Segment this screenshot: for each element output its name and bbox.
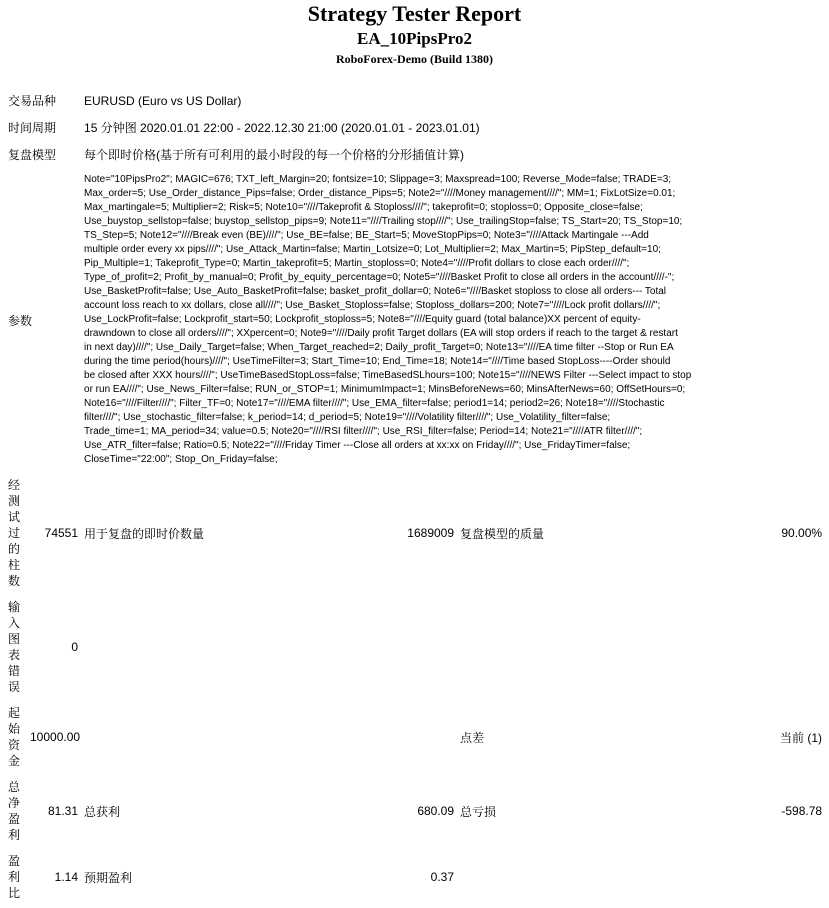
profit-factor-value: 1.14 <box>54 870 79 884</box>
row-parameters <box>5 170 825 470</box>
spread-label: 点差 <box>460 730 485 745</box>
net-profit-value: 81.31 <box>47 804 79 818</box>
report-table <box>5 85 825 908</box>
expected-payoff-value: 0.37 <box>430 870 455 884</box>
symbol-value: EURUSD (Euro vs US Dollar) <box>84 93 242 108</box>
gross-profit-label: 总获利 <box>84 804 121 819</box>
gross-loss-value: -598.78 <box>781 804 823 818</box>
symbol-label: 交易品种 <box>8 94 57 108</box>
model-value: 每个即时价格(基于所有可利用的最小时段的每一个价格的分形插值计算) <box>84 148 465 162</box>
model-label: 复盘模型 <box>8 148 57 162</box>
mismatched-value: 0 <box>71 640 79 654</box>
gross-loss-label: 总亏损 <box>460 804 497 819</box>
parameters-label: 参数 <box>8 313 33 328</box>
report-header <box>0 0 829 64</box>
period-label: 时间周期 <box>8 121 57 135</box>
row-mismatched-errors <box>5 596 825 698</box>
ea-name: EA_10PipsPro2 <box>357 29 472 48</box>
deposit-value: 10000.00 <box>30 730 81 744</box>
row-initial-deposit <box>5 702 825 772</box>
period-value: 15 分钟图 2020.01.01 22:00 - 2022.12.30 21:00 (2020.01.01 - 2023.01.01) <box>84 121 480 135</box>
quality-label: 复盘模型的质量 <box>460 526 545 541</box>
deposit-label: 起 始 资 金 <box>8 706 21 768</box>
row-model <box>5 143 825 166</box>
parameters-text: Note="10PipsPro2"; MAGIC=676; TXT_left_Margin=20; fontsize=10; Slippage=3; Maxspread=100; Reverse_Mode=false; TRADE=3; Max_order=5; Use_Order_distance_Pips=false; Order_distance_Pips=5; Note2="////Money management////"; MM=1; FixLotSize=0.01; Max_martingale=5; Multiplier=2; Risk=5; Note10="////Takeprofit & Stoploss////"; takeprofit=0; stoploss=0; Opposite_close=false; Use_buystop_sellstop=false; buystop_sellstop_pips=9; Note11="////Trailing stop////"; Use_trailingStop=false; TS_Start=20; TS_Stop=10; TS_Step=5; Note12="////Break even (BE)////"; Use_BE=false; BE_Start=5; MoveStopPips=0; Note3="////Attack Martingale ---Add multiple order every xx pips////"; Use_Attack_Martin=false; Martin_Lotsize=0; Lot_Multiplier=2; Max_Martin=5; PipStep_default=10; Pip_Multiple=1; Takeprofit_Type=0; Martin_takeprofit=5; Martin_stoploss=0; Note4="////Profit dollars to close each order////"; Type_of_profit=2; Profit_by_manual=0; Profit_by_equity_percentage=0; Note5="////Basket Profit to close all orders in the account////-"; Use_BasketProfit=false; Use_Auto_BasketProfit=false; basket_profit_dollar=0; Note6="////Basket stoploss to close all orders--- Total account loss reach to xx dollars, close all////"; Use_Basket_Stoploss=false; Stoploss_dollars=200; Note7="////Lock profit dollars////"; Use_LockProfit=false; Lockprofit_start=50; Lockprofit_stoploss=5; Note8="////Equity guard (total balance)XX percent of equity- drawndown to close all orders////"; XXpercent=0; Note9="////Daily profit Target dollars (EA will stop orders if reach to the target & restart in next day)////"; Use_Daily_Target=false; When_Target_reached=2; Daily_profit_Target=0; Note13="////EA time filter --Stop or Run EA during the time period(hours)////"; UseTimeFilter=3; Start_Time=10; End_Time=18; Note14="////Time based StopLoss----Order should be closed after XXX hours////"; UseTimeBasedStopLoss=false; TimeBasedSLhours=100; Note15="////NEWS Filter ---Select impact to stop or run EA////"; Use_News_Filter=false; RUN_or_STOP=1; MinimumImpact=1; MinsBeforeNews=60; MinsAfterNews=60; OffSetHours=0; Note16="////Filter////"; Filter_TF=0; Note17="////EMA filter////"; Use_EMA_filter=false; period1=14; period2=26; Note18="////Stochastic filter////"; Use_stochastic_filter=false; k_period=14; d_period=5; Note19="////Volatility filter////"; Use_Volatility_filter=false; Trade_time=1; MA_period=34; value=0.5; Note20="////RSI filter////"; Use_RSI_filter=false; Period=14; Note21="////ATR filter////"; Use_ATR_filter=false; Ratio=0.5; Note22="////Friday Timer ---Close all orders at xx:xx on Friday////"; Use_FridayTimer=false; CloseTime="22:00"; Stop_On_Friday=false; <box>84 174 692 465</box>
row-total-net-profit <box>5 776 825 846</box>
gross-profit-value: 680.09 <box>417 804 455 818</box>
mismatched-label: 输 入 图 表 错 误 <box>8 600 21 694</box>
row-symbol <box>5 89 825 112</box>
expected-payoff-label: 预期盈利 <box>84 870 133 885</box>
page-title: Strategy Tester Report <box>307 1 522 26</box>
row-profit-factor <box>5 850 825 904</box>
net-profit-label: 总 净 盈 利 <box>8 780 21 842</box>
spread-value: 当前 (1) <box>780 730 823 745</box>
row-period <box>5 116 825 139</box>
row-bars-in-test <box>5 474 825 592</box>
ticks-label: 用于复盘的即时价数量 <box>84 526 205 541</box>
ticks-value: 1689009 <box>407 526 455 540</box>
server-build: RoboForex-Demo (Build 1380) <box>335 52 494 66</box>
bars-value: 74551 <box>44 526 79 540</box>
quality-value: 90.00% <box>781 526 823 540</box>
profit-factor-label: 盈 利 比 <box>8 854 21 900</box>
bars-label: 经 测 试 过 的 柱 数 <box>8 478 21 588</box>
